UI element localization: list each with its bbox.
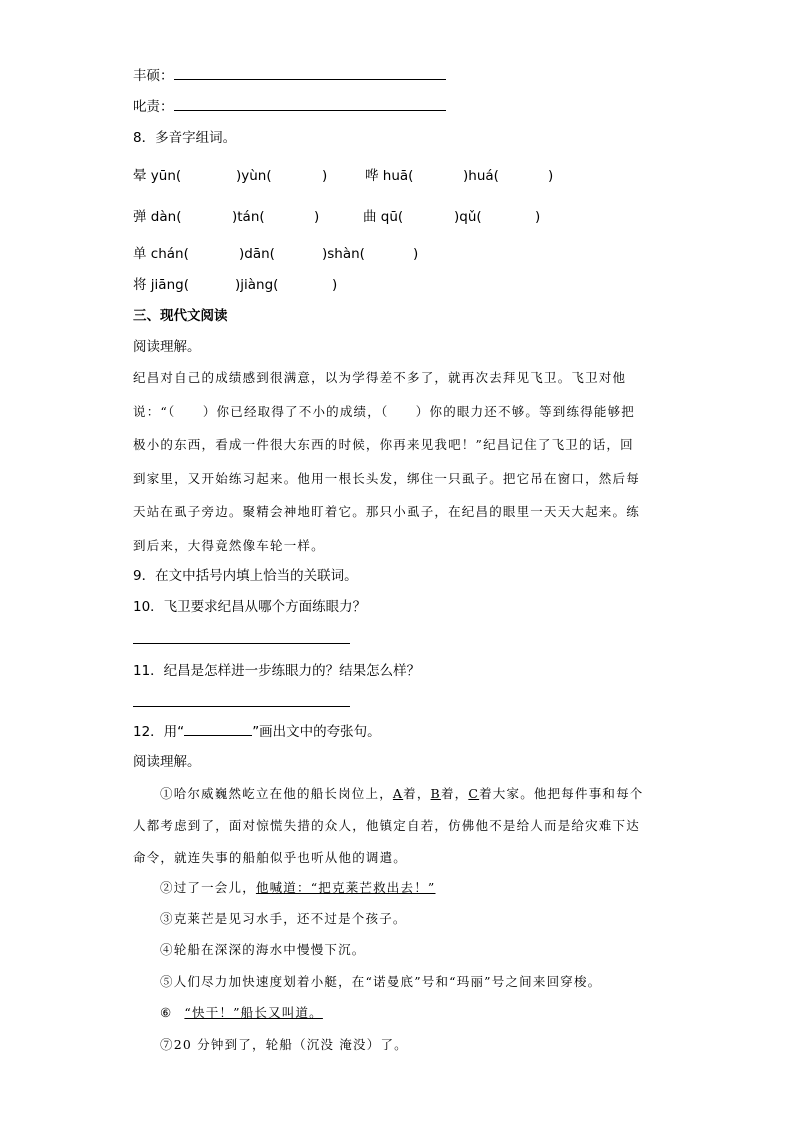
q8-title: 8．多音字组词。 bbox=[133, 130, 237, 146]
polyphone-item: )huá( bbox=[463, 168, 499, 184]
blank-b[interactable]: B bbox=[430, 786, 441, 801]
passage2-p4: ④轮船在深深的海水中慢慢下沉。 bbox=[160, 942, 366, 957]
reading-label: 阅读理解。 bbox=[133, 339, 201, 355]
polyphone-item: )dān( bbox=[239, 246, 275, 262]
passage2-p5: ⑤人们尽力加快速度划着小艇，在“诺曼底”号和“玛丽”号之间来回穿梭。 bbox=[160, 974, 602, 989]
p1-text: ①哈尔威巍然屹立在他的船长岗位上， bbox=[160, 786, 393, 801]
polyphone-item: ) bbox=[535, 209, 541, 225]
q12-prefix: 12．用“ bbox=[133, 724, 185, 740]
polyphone-item: 将 jiāng( bbox=[133, 277, 189, 293]
passage-line: 说：“（ ）你已经取得了不小的成绩，（ ）你的眼力还不够。等到练得能够把 bbox=[133, 403, 635, 419]
question-11: 11．纪昌是怎样进一步练眼力的？结果怎么样？ bbox=[133, 663, 421, 679]
question-10: 10．飞卫要求纪昌从哪个方面练眼力？ bbox=[133, 599, 367, 615]
p1-text: 着大家。他把每件事和每个 bbox=[479, 786, 644, 801]
polyphone-item: ) bbox=[322, 168, 328, 184]
polyphone-item: )tán( bbox=[232, 209, 265, 225]
passage2-p1-line2: 人都考虑到了，面对惊慌失措的众人，他镇定自若，仿佛他不是给人而是给灾难下达 bbox=[133, 818, 640, 833]
answer-blank[interactable] bbox=[174, 79, 446, 80]
polyphone-item: ) bbox=[548, 168, 554, 184]
passage-line: 天站在虱子旁边。聚精会神地盯着它。那只小虱子，在纪昌的眼里一天天大起来。练 bbox=[133, 504, 640, 519]
polyphone-item: 哗 huā( bbox=[365, 168, 414, 184]
polyphone-item: )jiàng( bbox=[235, 277, 279, 293]
underline-sample bbox=[184, 735, 252, 736]
question-9: 9．在文中括号内填上恰当的关联词。 bbox=[133, 568, 358, 584]
polyphone-item: 单 chán( bbox=[133, 246, 189, 262]
passage2-p1-line1 bbox=[160, 785, 644, 803]
p6-underlined: “快干！”船长又叫道。 bbox=[184, 1005, 323, 1020]
polyphone-item: ) bbox=[413, 246, 419, 262]
passage2-p2 bbox=[160, 879, 436, 897]
passage2-p6 bbox=[160, 1004, 323, 1022]
answer-line-10[interactable] bbox=[133, 643, 350, 644]
p2-underlined: 他喊道：“把克莱芒救出去！” bbox=[255, 880, 436, 895]
word-item-fengshuo bbox=[133, 67, 446, 85]
passage-line: 极小的东西，看成一件很大东西的时候，你再来见我吧！”纪昌记住了飞卫的话，回 bbox=[133, 437, 634, 452]
polyphone-item: ) bbox=[332, 277, 338, 293]
polyphone-item: ) bbox=[314, 209, 320, 225]
question-12 bbox=[133, 723, 381, 741]
polyphone-item: 晕 yūn( bbox=[133, 168, 182, 184]
polyphone-item: )yùn( bbox=[236, 168, 272, 184]
p6-number: ⑥ bbox=[160, 1005, 173, 1020]
p1-text: 着， bbox=[403, 786, 431, 801]
word-label: 叱责： bbox=[133, 99, 174, 115]
polyphone-item: 弹 dàn( bbox=[133, 209, 182, 225]
passage-line: 到家里，又开始练习起来。他用一根长头发，绑住一只虱子。把它吊在窗口，然后每 bbox=[133, 470, 640, 486]
reading-passage bbox=[133, 361, 663, 562]
p1-text: 着， bbox=[440, 786, 469, 801]
polyphone-item: )shàn( bbox=[322, 246, 365, 262]
blank-c[interactable]: C bbox=[468, 786, 480, 801]
word-item-chize bbox=[133, 98, 446, 116]
q12-suffix: ”画出文中的夸张句。 bbox=[252, 724, 381, 740]
passage-line: 到后来，大得竟然像车轮一样。 bbox=[133, 537, 325, 553]
polyphone-item: 曲 qū( bbox=[363, 209, 404, 225]
passage2-p7: ⑦20 分钟到了，轮船（沉没 淹没）了。 bbox=[160, 1037, 408, 1052]
passage-line: 纪昌对自己的成绩感到很满意，以为学得差不多了，就再次去拜见飞卫。飞卫对他 bbox=[133, 370, 627, 385]
section-heading: 三、现代文阅读 bbox=[133, 308, 228, 324]
passage2-p1-line3: 命令，就连失事的船舶似乎也听从他的调遣。 bbox=[133, 850, 408, 865]
blank-a[interactable]: A bbox=[392, 786, 404, 801]
answer-line-11[interactable] bbox=[133, 706, 350, 707]
p2-text: ②过了一会儿， bbox=[160, 880, 256, 895]
passage2-p3: ③克莱芒是见习水手，还不过是个孩子。 bbox=[160, 911, 407, 926]
answer-blank[interactable] bbox=[174, 110, 446, 111]
reading-label-2: 阅读理解。 bbox=[133, 754, 201, 770]
word-label: 丰硕： bbox=[133, 68, 174, 84]
polyphone-item: )qǔ( bbox=[454, 209, 482, 225]
